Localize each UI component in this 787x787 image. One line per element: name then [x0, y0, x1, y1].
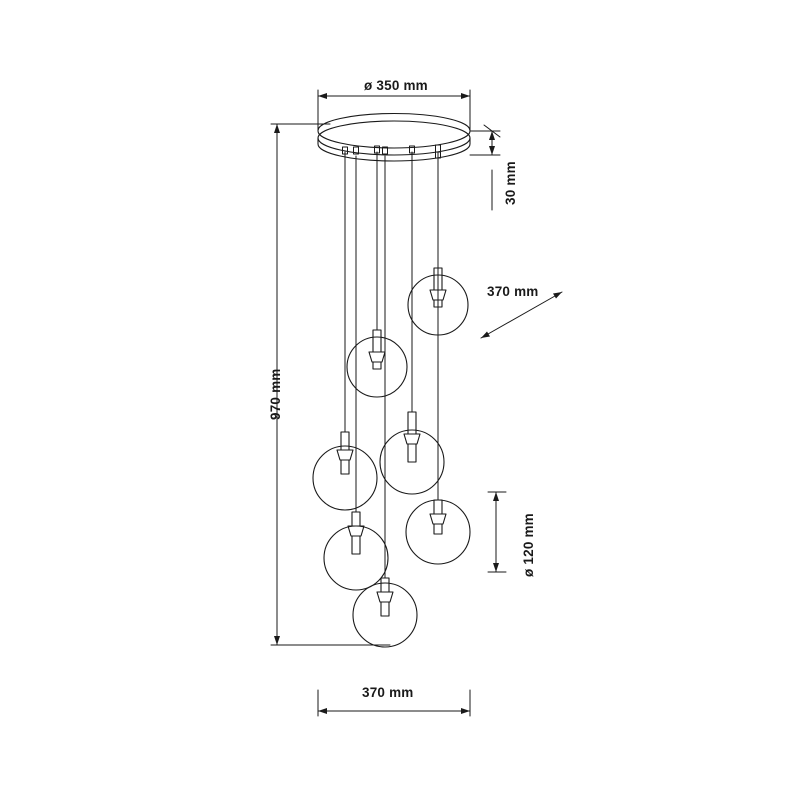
dimension-canopy-height: [470, 125, 500, 210]
label-globe-diameter: ø 120 mm: [521, 513, 536, 577]
dimension-globe-diameter: [488, 492, 506, 572]
label-canopy-diameter: ø 350 mm: [364, 78, 428, 93]
globe-fixture-g: [353, 578, 417, 647]
label-spread-bottom: 370 mm: [362, 685, 414, 700]
label-canopy-height: 30 mm: [503, 161, 518, 205]
suspension-cables: [345, 152, 438, 578]
globe-fixture-d: [313, 432, 377, 510]
globe-fixture-e: [406, 500, 470, 564]
dimension-canopy-diameter: [318, 90, 470, 131]
label-drop-right: 370 mm: [487, 284, 539, 299]
globe-fixture-c: [380, 412, 444, 494]
globe-fixture-f: [324, 512, 388, 590]
canopy: [318, 114, 470, 162]
label-total-height: 970 mm: [268, 368, 283, 420]
dimension-total-height: [271, 124, 390, 645]
